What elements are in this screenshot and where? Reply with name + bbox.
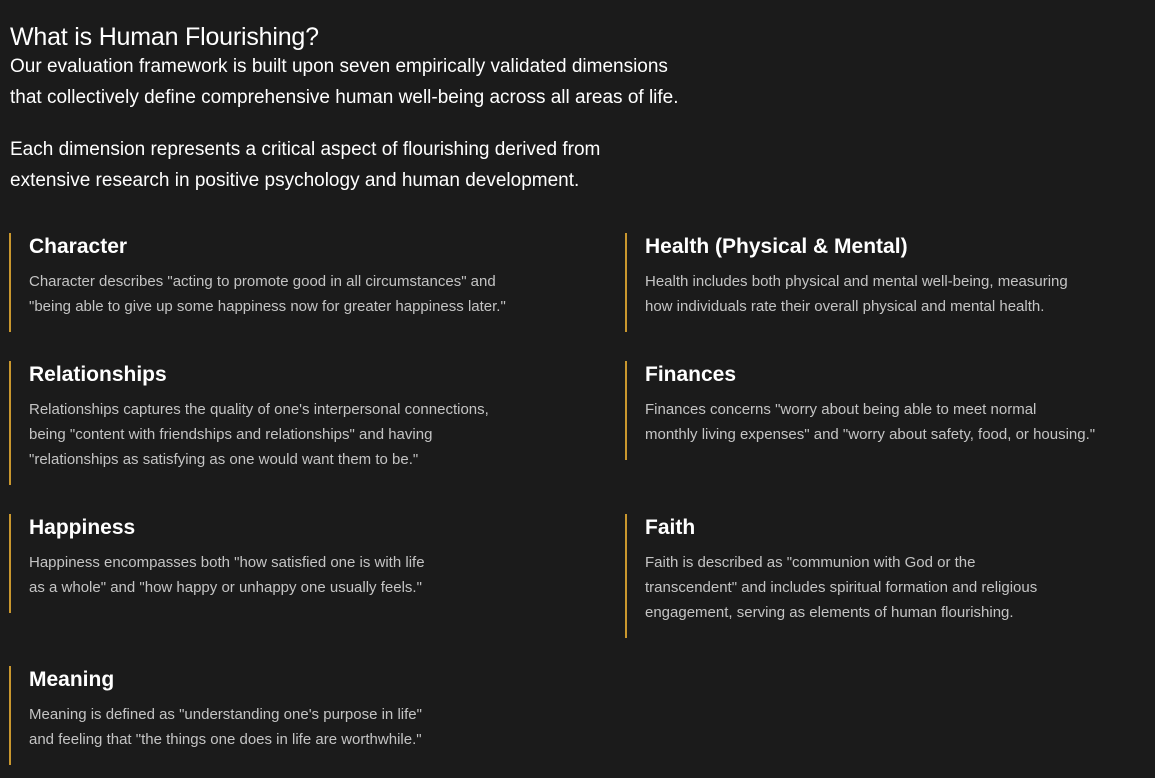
dimension-title: Health (Physical & Mental)	[645, 235, 908, 258]
dimension-title: Relationships	[29, 363, 167, 386]
dimension-title: Happiness	[29, 516, 136, 539]
dimension-title: Faith	[645, 516, 696, 539]
dimension-description	[645, 550, 1037, 625]
description-line: Health includes both physical and mental well-being, measuring	[645, 273, 1068, 290]
dimension-title: Finances	[645, 363, 737, 386]
description-line: how individuals rate their overall physical and mental health.	[645, 298, 1045, 315]
dimension-meaning	[9, 666, 422, 765]
description-line: transcendent" and includes spiritual formation and religious	[645, 579, 1038, 596]
intro-line: Each dimension represents a critical aspect of flourishing derived from	[10, 139, 601, 160]
description-line: "relationships as satisfying as one would want them to be."	[29, 451, 419, 468]
dimension-character	[9, 233, 506, 332]
description-line: Relationships captures the quality of one's interpersonal connections,	[29, 401, 489, 418]
dimension-title: Meaning	[29, 668, 115, 691]
description-line: Character describes "acting to promote good in all circumstances" and	[29, 273, 496, 290]
dimension-description	[645, 269, 1068, 319]
description-line: Happiness encompasses both "how satisfied one is with life	[29, 554, 425, 571]
dimension-description	[29, 397, 489, 472]
intro-paragraph	[10, 51, 679, 113]
description-line: monthly living expenses" and "worry about safety, food, or housing."	[645, 426, 1096, 443]
description-line: being "content with friendships and relationships" and having	[29, 426, 433, 443]
intro-paragraph	[10, 134, 600, 196]
description-line: and feeling that "the things one does in life are worthwhile."	[29, 731, 422, 748]
intro-line: Our evaluation framework is built upon seven empirically validated dimensions	[10, 56, 668, 77]
description-line: as a whole" and "how happy or unhappy one usually feels."	[29, 579, 422, 596]
dimension-description	[645, 397, 1095, 447]
dimension-happiness	[9, 514, 425, 613]
description-line: Finances concerns "worry about being able to meet normal	[645, 401, 1037, 418]
description-line: engagement, serving as elements of human flourishing.	[645, 604, 1014, 621]
dimension-description	[29, 269, 506, 319]
description-line: Meaning is defined as "understanding one's purpose in life"	[29, 706, 422, 723]
dimension-title: Character	[29, 235, 128, 258]
dimension-description	[29, 702, 422, 752]
dimension-finances	[625, 361, 1095, 460]
dimension-relationships	[9, 361, 489, 485]
intro-line: that collectively define comprehensive human well-being across all areas of life.	[10, 87, 679, 108]
page-title: What is Human Flourishing?	[10, 22, 319, 51]
intro-line: extensive research in positive psychology and human development.	[10, 170, 580, 191]
description-line: "being able to give up some happiness now for greater happiness later."	[29, 298, 506, 315]
dimension-health	[625, 233, 1068, 332]
description-line: Faith is described as "communion with God or the	[645, 554, 976, 571]
dimension-faith	[625, 514, 1037, 638]
dimension-description	[29, 550, 425, 600]
